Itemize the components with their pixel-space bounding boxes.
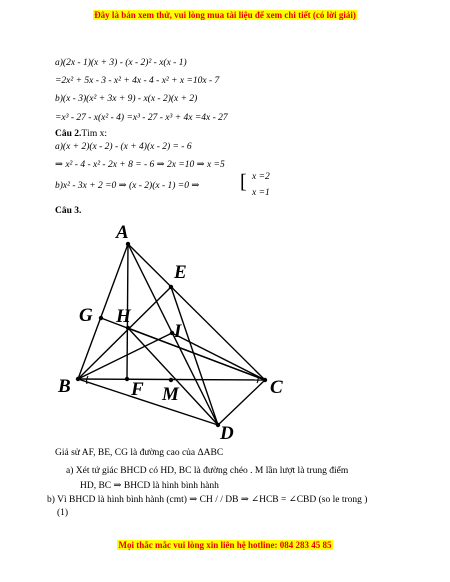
point-g <box>99 316 103 320</box>
label-m: M <box>162 384 179 405</box>
label-c: C <box>270 377 283 398</box>
text-line-b1: b)(x - 3)(x² + 3x + 9) - x(x - 2)(x + 2) <box>55 94 198 104</box>
label-h: H <box>116 306 131 327</box>
label-f: F <box>131 379 144 400</box>
text-part-b-1: b) Vì BHCD là hình bình hành (cmt) ⇒ CH / / DB ⇒ ∠HCB = ∠CBD (so le trong ) <box>47 495 368 505</box>
segment-cd <box>218 380 265 425</box>
text-line-b2: =x³ - 27 - x(x² - 4) =x³ - 27 - x³ + 4x =4x - 27 <box>55 113 228 123</box>
point-c <box>263 378 267 382</box>
point-e <box>169 285 173 289</box>
text-line-a2: =2x² + 5x - 3 - x² + 4x - 4 - x² + x =10x - 7 <box>55 76 220 86</box>
label-g: G <box>79 305 93 326</box>
text-given: Giả sử AF, BE, CG là đường cao của ΔABC <box>55 448 224 458</box>
segment-ic <box>172 333 265 380</box>
text-line-a1: a)(2x - 1)(x + 3) - (x - 2)² - x(x - 1) <box>55 58 187 68</box>
question-3-label: Câu 3. <box>55 206 82 216</box>
text-part-a-2: HD, BC ⇒ BHCD là hình bình hành <box>80 481 219 491</box>
point-f <box>125 377 129 381</box>
text-part-b-2: (1) <box>57 508 69 518</box>
label-a: A <box>116 222 129 243</box>
text-case-2: x =1 <box>252 188 270 198</box>
text-line-c2b: b)x² - 3x + 2 =0 ⇒ (x - 2)(x - 1) =0 ⇒ <box>55 181 200 191</box>
altitude-be <box>78 287 171 379</box>
text-case-1: x =2 <box>252 172 270 182</box>
label-d: D <box>220 423 234 444</box>
point-m <box>169 378 173 382</box>
point-b <box>76 377 80 381</box>
question-2-text: Tìm x: <box>81 129 108 139</box>
text-part-a-1: a) Xét tứ giác BHCD có HD, BC là đường chéo . M lần lượt là trung điểm <box>66 466 349 476</box>
label-b: B <box>58 376 71 397</box>
footer-notice: Mọi thắc mắc vui lòng xin liên hệ hotline: 084 283 45 85 <box>118 540 332 550</box>
question-2-label: Câu 2. <box>55 129 82 139</box>
header-notice: Đây là bản xem thử, vui lòng mua tài liệu để xem chi tiết (có lời giải) <box>94 10 356 20</box>
label-i: I <box>174 321 182 342</box>
text-line-c2a2: ⇒ x² - 4 - x² - 2x + 8 = - 6 ⇒ 2x =10 ⇒ x =5 <box>55 160 225 170</box>
segment-hc <box>128 328 265 380</box>
label-e: E <box>174 262 187 283</box>
edge-ac <box>128 244 265 380</box>
text-line-c2a1: a)(x + 2)(x - 2) - (x + 4)(x - 2) = - 6 <box>55 142 192 152</box>
case-brace: [ <box>240 171 247 193</box>
